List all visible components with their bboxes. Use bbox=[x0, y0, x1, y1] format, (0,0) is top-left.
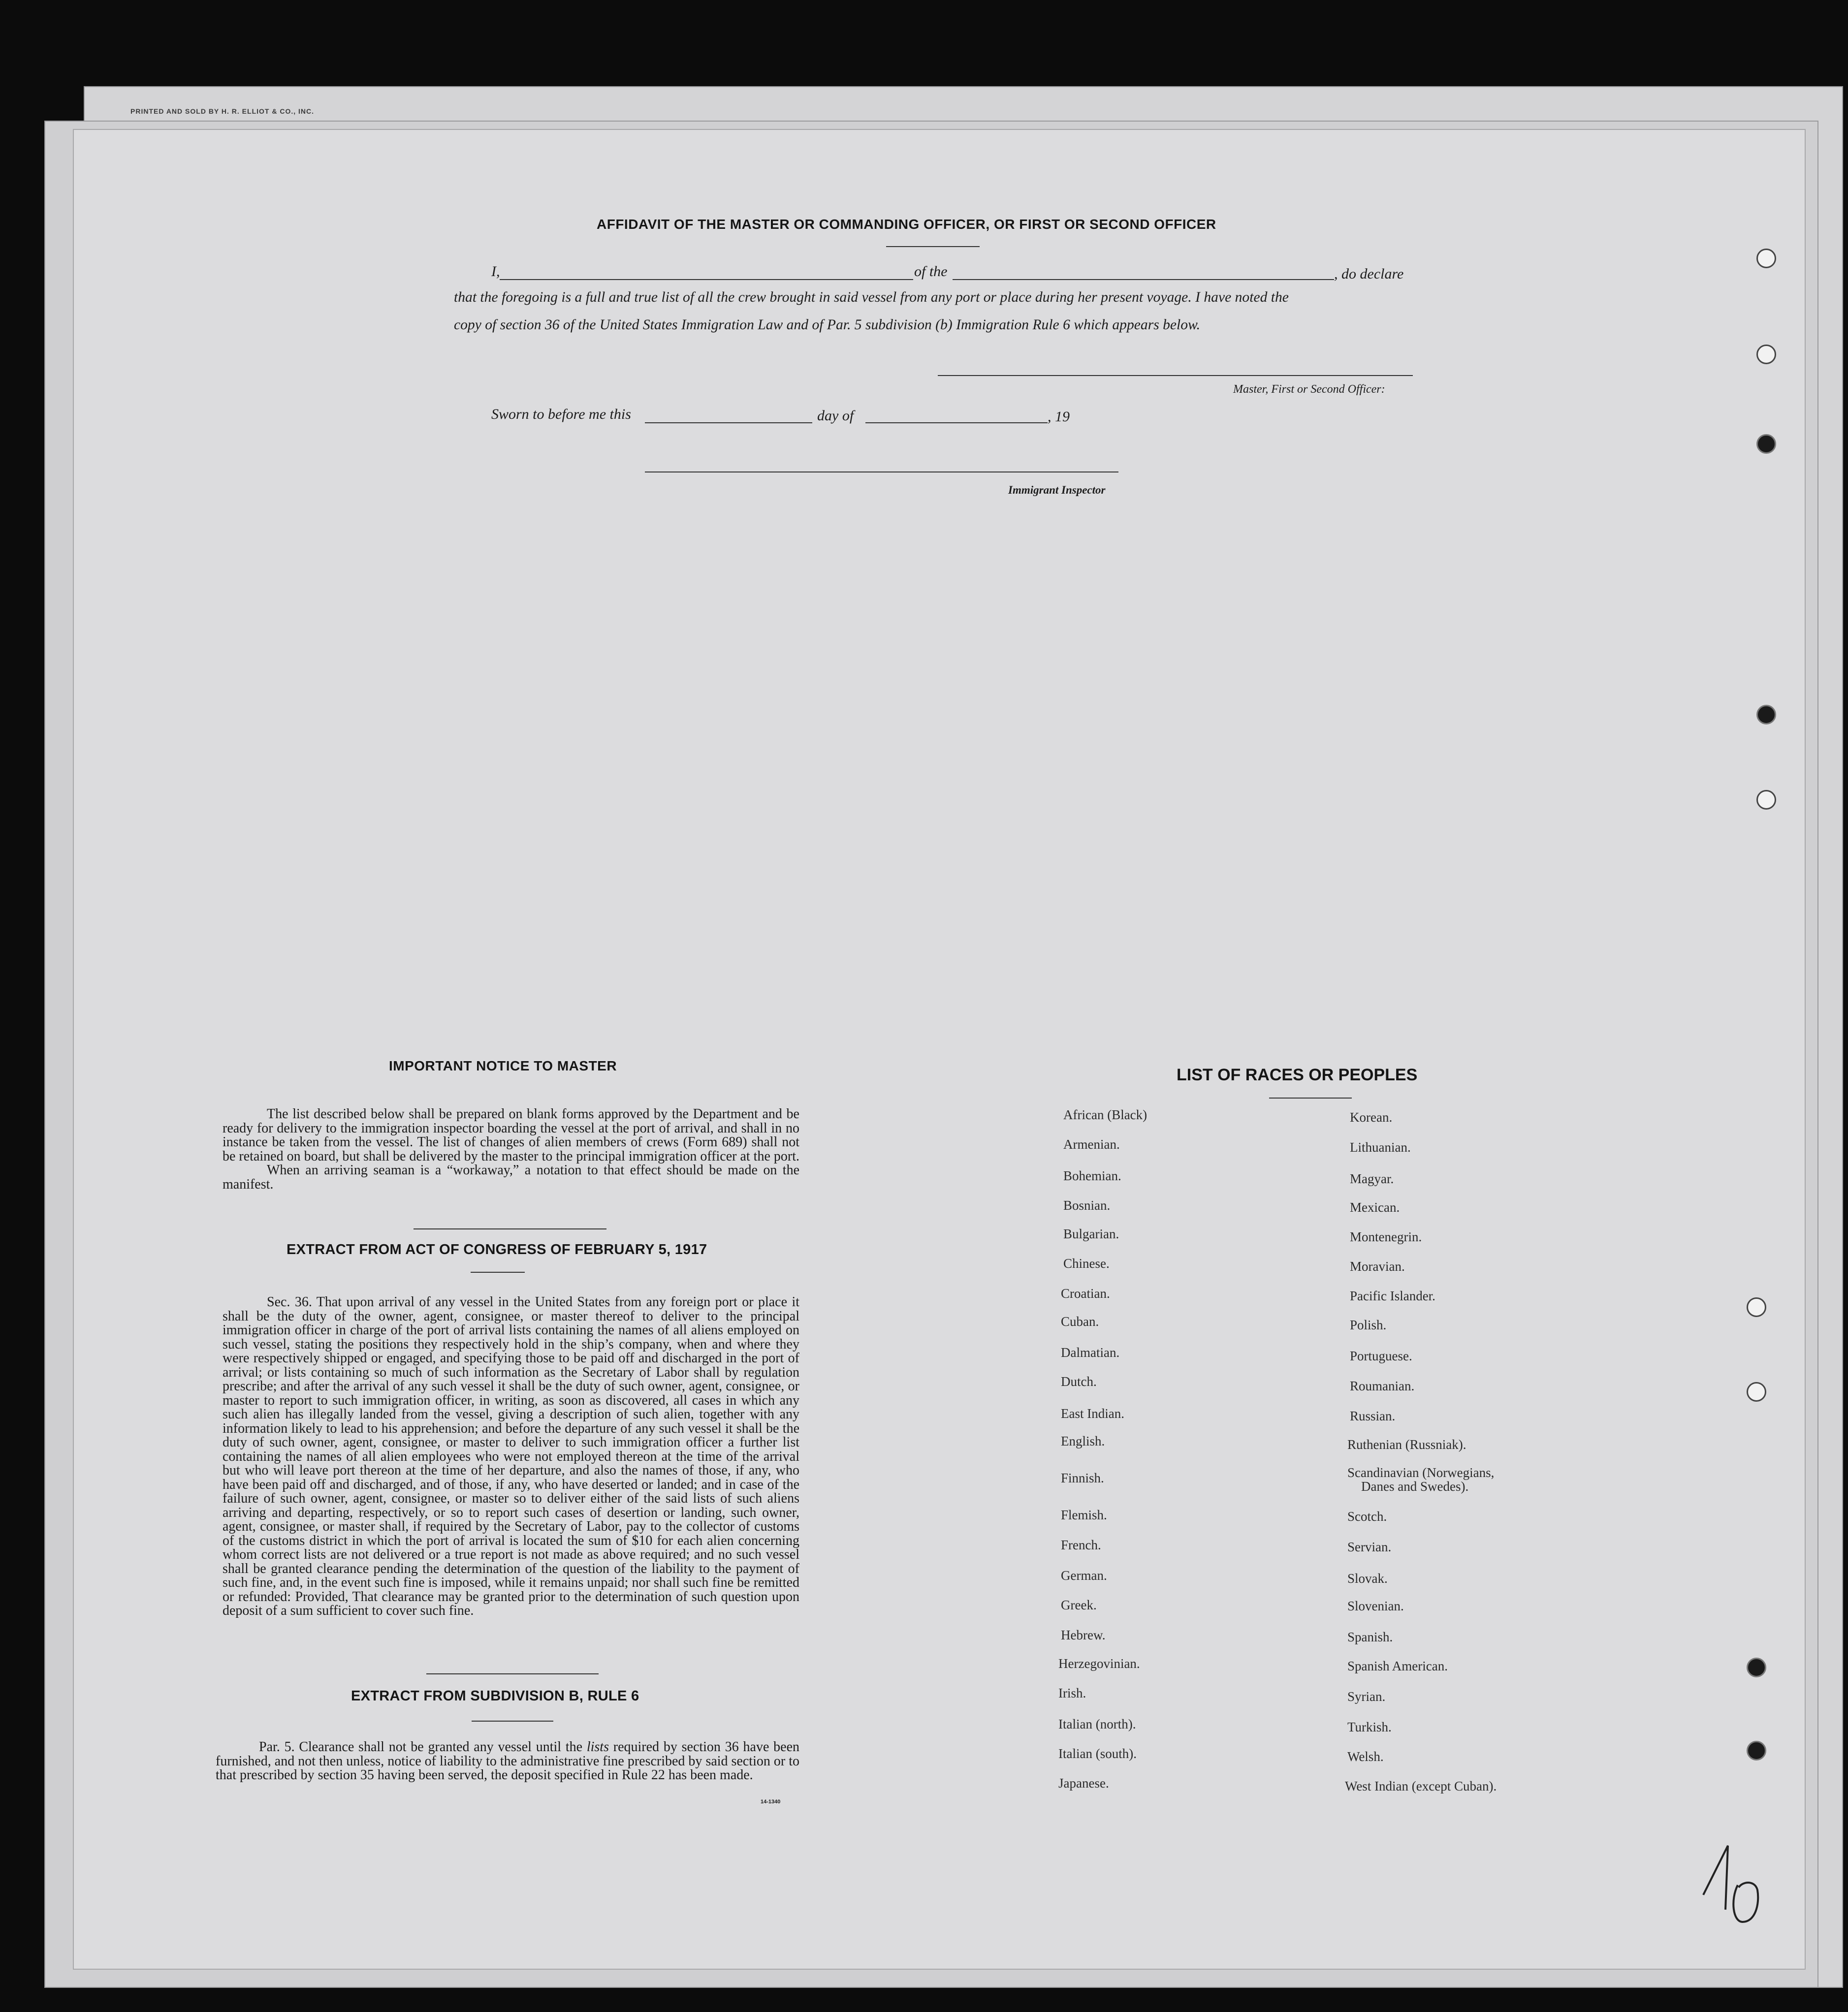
par5-text-a: Par. 5. Clearance shall not be granted any vessel until the bbox=[259, 1739, 583, 1755]
affidavit-line2: that the foregoing is a full and true list of all the crew brought in said vessel from any port or place during her present voyage. I have noted the bbox=[454, 289, 1289, 305]
race-left: Herzegovinian. bbox=[1058, 1656, 1140, 1671]
sworn-year: , 19 bbox=[1048, 409, 1070, 425]
act-extract-text bbox=[223, 1295, 799, 1618]
rule-title-underline bbox=[472, 1721, 553, 1722]
affidavit-of-the: of the bbox=[914, 263, 948, 280]
notice-title: IMPORTANT NOTICE TO MASTER bbox=[389, 1058, 617, 1073]
race-left: Dutch. bbox=[1061, 1374, 1097, 1389]
race-right: Turkish. bbox=[1347, 1720, 1392, 1734]
rule-extract-title: EXTRACT FROM SUBDIVISION B, RULE 6 bbox=[351, 1688, 639, 1704]
binder-hole bbox=[1756, 345, 1776, 364]
par5-text-b: required by section 36 have been furnished, and not then unless, notice of liability to the administrative fine prescribed by said section or to that prescribed by section 35 having been served, the deposit specified in Rule 22 has been made. bbox=[216, 1739, 800, 1783]
race-right: Roumanian. bbox=[1350, 1379, 1415, 1393]
affidavit-title: AFFIDAVIT OF THE MASTER OR COMMANDING OFFICER, OR FIRST OR SECOND OFFICER bbox=[597, 217, 1216, 232]
race-right: Ruthenian (Russniak). bbox=[1347, 1437, 1466, 1452]
races-title-underline bbox=[1269, 1098, 1352, 1099]
race-right: Polish. bbox=[1350, 1318, 1387, 1332]
race-right: Welsh. bbox=[1347, 1749, 1384, 1764]
race-left: Irish. bbox=[1058, 1686, 1086, 1700]
handwritten-page-mark bbox=[1684, 1836, 1772, 1934]
act-title-underline bbox=[471, 1272, 525, 1273]
vessel-blank bbox=[953, 279, 1334, 280]
rule-extract-text bbox=[216, 1740, 799, 1783]
name-blank bbox=[500, 279, 913, 280]
sworn-prefix: Sworn to before me this bbox=[491, 406, 631, 422]
act-extract-title: EXTRACT FROM ACT OF CONGRESS OF FEBRUARY 5, 1917 bbox=[287, 1242, 707, 1258]
par5-lists-word: lists bbox=[586, 1739, 609, 1755]
race-right: West Indian (except Cuban). bbox=[1345, 1779, 1497, 1793]
race-left: Finnish. bbox=[1061, 1471, 1104, 1485]
race-left: Bosnian. bbox=[1063, 1198, 1111, 1213]
binder-hole bbox=[1756, 249, 1776, 268]
race-right: Magyar. bbox=[1350, 1171, 1394, 1186]
section-divider bbox=[414, 1228, 606, 1229]
races-title: LIST OF RACES OR PEOPLES bbox=[1177, 1066, 1418, 1084]
race-left: Bohemian. bbox=[1063, 1168, 1121, 1183]
race-left: Dalmatian. bbox=[1061, 1345, 1120, 1360]
race-left: English. bbox=[1061, 1434, 1105, 1448]
day-blank bbox=[645, 422, 812, 423]
race-left: East Indian. bbox=[1061, 1406, 1124, 1421]
sworn-day-of: day of bbox=[817, 408, 854, 424]
race-right: Scandinavian (Norwegians, bbox=[1347, 1465, 1495, 1480]
race-left: Chinese. bbox=[1063, 1256, 1110, 1271]
section-divider bbox=[426, 1673, 599, 1674]
race-left: Armenian. bbox=[1063, 1137, 1120, 1152]
race-left: Greek. bbox=[1061, 1598, 1097, 1612]
printer-imprint: PRINTED AND SOLD BY H. R. ELLIOT & CO., INC. bbox=[130, 107, 315, 115]
notice-para1: The list described below shall be prepared on blank forms approved by the Department and be ready for delivery to the immigration inspector boarding the vessel at the port of arrival, and shall in no instance be taken from the vessel. The list of changes of alien members of crews (Form 689) shall not be retained on board, but shall be delivered by the master to the principal immigration officer at the port. bbox=[223, 1106, 799, 1164]
title-underline bbox=[886, 246, 980, 247]
binder-hole bbox=[1747, 1297, 1766, 1317]
race-right: Scotch. bbox=[1347, 1509, 1387, 1524]
race-right: Mexican. bbox=[1350, 1200, 1400, 1215]
month-blank bbox=[865, 422, 1048, 423]
race-right: Pacific Islander. bbox=[1350, 1289, 1435, 1303]
binder-hole bbox=[1756, 434, 1776, 454]
binder-hole bbox=[1756, 705, 1776, 724]
race-left: Croatian. bbox=[1061, 1286, 1110, 1301]
race-left: French. bbox=[1061, 1538, 1101, 1552]
race-right: Russian. bbox=[1350, 1409, 1396, 1423]
inspector-caption: Immigrant Inspector bbox=[1008, 484, 1106, 496]
race-left: Bulgarian. bbox=[1063, 1226, 1119, 1241]
race-left: Hebrew. bbox=[1061, 1628, 1106, 1642]
binder-hole bbox=[1756, 790, 1776, 810]
race-right: Korean. bbox=[1350, 1110, 1393, 1125]
affidavit-i: I, bbox=[491, 263, 500, 280]
signature-caption: Master, First or Second Officer: bbox=[1233, 383, 1385, 396]
signature-line bbox=[938, 375, 1413, 376]
affidavit-line3: copy of section 36 of the United States Immigration Law and of Par. 5 subdivision (b) Immigration Rule 6 which appears below. bbox=[454, 317, 1201, 333]
race-right: Slovak. bbox=[1347, 1571, 1388, 1586]
race-right: Montenegrin. bbox=[1350, 1229, 1422, 1244]
section-36-text: Sec. 36. That upon arrival of any vessel in the United States from any foreign port or place it shall be the duty of the owner, agent, consignee, or master thereof to deliver to the principal immigration officer in charge of the port of arrival lists containing the names of all aliens employed on such vessel, stating the positions they respectively hold in the ship’s company, when and where they were respectively shipped or engaged, and specifying those to be paid off and discharged in the port of arrival; or lists containing so much of such information as the Secretary of Labor shall by regulation prescribe; and after the arrival of any such vessel it shall be the duty of such owner, agent, consignee, or master to report to such immigration officer, in writing, as soon as discovered, all cases in which any such alien has illegally landed from the vessel, giving a description of such alien, together with any information likely to lead to his apprehension; and before the departure of any such vessel it shall be the duty of such owner, agent, consignee, or master to deliver to such immigration officer a further list containing the names of all alien employees who were not employed thereon at the time of the arrival but who will leave port thereon at the time of her departure, and also the names of those, if any, who have been paid off and discharged, and of those, if any, who have deserted or landed; and in case of the failure of such owner, agent, consignee, or master so to deliver either of the said lists of such aliens arriving and departing, respectively, or so to report such cases of desertion or landing, such owner, agent, consignee, or master shall, if required by the Secretary of Labor, pay to the collector of customs of the customs district in which the port of arrival is located the sum of $10 for each alien concerning whom correct lists are not delivered or a true report is not made as above required; and no such vessel shall be granted clearance pending the determination of the question of the liability to the payment of such fine, and, in the event such fine is imposed, while it remains unpaid; nor shall such fine be remitted or refunded: Provided, That clearance may be granted prior to the determination of such question upon deposit of a sum sufficient to cover such fine. bbox=[223, 1294, 799, 1618]
race-left: Italian (south). bbox=[1058, 1746, 1137, 1761]
race-right: Danes and Swedes). bbox=[1361, 1479, 1469, 1494]
form-number: 14-1340 bbox=[761, 1799, 781, 1805]
race-left: German. bbox=[1061, 1568, 1107, 1583]
binder-hole bbox=[1747, 1382, 1766, 1402]
race-right: Portuguese. bbox=[1350, 1349, 1412, 1363]
notice-text bbox=[223, 1107, 799, 1192]
race-left: Flemish. bbox=[1061, 1508, 1107, 1522]
binder-hole bbox=[1747, 1658, 1766, 1677]
binder-hole bbox=[1747, 1741, 1766, 1760]
race-left: Italian (north). bbox=[1058, 1717, 1136, 1731]
form-page bbox=[73, 129, 1806, 1970]
race-right: Moravian. bbox=[1350, 1259, 1405, 1274]
race-right: Slovenian. bbox=[1347, 1599, 1404, 1613]
race-right: Lithuanian. bbox=[1350, 1140, 1411, 1155]
notice-para2: When an arriving seaman is a “workaway,” a notation to that effect should be made on the manifest. bbox=[223, 1163, 799, 1192]
race-left: African (Black) bbox=[1063, 1107, 1147, 1122]
race-right: Spanish American. bbox=[1347, 1659, 1448, 1673]
race-left: Cuban. bbox=[1061, 1314, 1099, 1329]
affidavit-do-declare: , do declare bbox=[1334, 266, 1404, 282]
race-right: Servian. bbox=[1347, 1540, 1392, 1554]
race-left: Japanese. bbox=[1058, 1776, 1109, 1791]
race-right: Spanish. bbox=[1347, 1630, 1393, 1644]
race-right: Syrian. bbox=[1347, 1689, 1386, 1704]
